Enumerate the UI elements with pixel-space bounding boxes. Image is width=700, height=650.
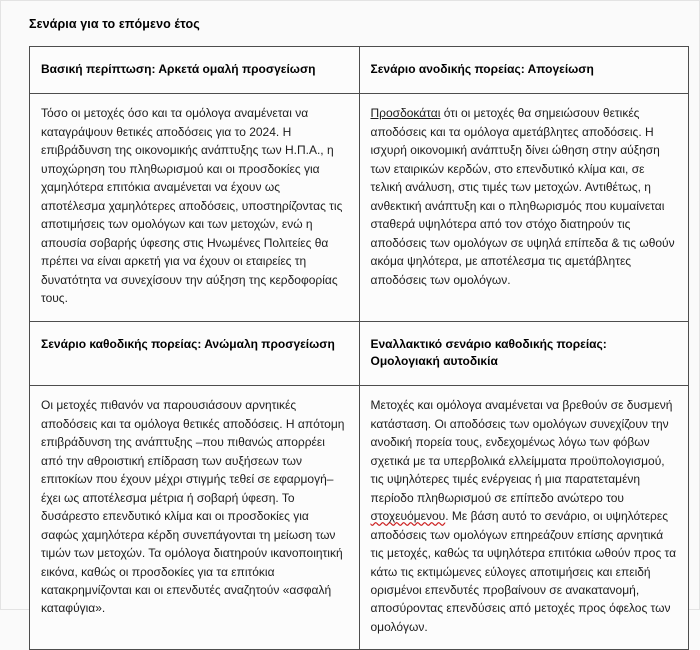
body-downside-scenario — [30, 386, 360, 650]
header-base-case: Βασική περίπτωση: Αρκετά ομαλή προσγείωση — [30, 47, 360, 94]
body-alt-downside-text-pre: Μετοχές και ομόλογα αναμένεται να βρεθούν σε δυσμενή κατάσταση. Οι αποδόσεις των ομολόγων συνεχίζουν την ανοδική πορεία τους, ενδεχομένως λόγω των φόβων σχετικά με τα υπερβολικά ελλείμματα προϋπολογισμού, τις υψηλότερες τιμές ενέργειας ή μια παρατεταμένη περίοδο πληθωρισμού σε επίπεδο ανώτερο του — [370, 398, 673, 505]
body-alt-downside-scenario — [359, 386, 689, 650]
scenario-table — [29, 46, 689, 650]
body-upside-scenario — [359, 94, 689, 321]
body-alt-downside-text-post: . Με βάση αυτό το σενάριο, οι υψηλότερες αποδόσεις των ομολόγων επηρεάζουν επίσης αρνητικά τις μετοχές, καθώς τα υψηλότερα επιτόκια ωθούν προς τα κάτω τις εκτιμώμενες εύλογες αποτιμήσεις και επειδή ορισμένοι επενδυτές προβαίνουν σε ανακατανομή, αποσύροντας επενδύσεις από μετοχές προς όφελος των ομολόγων. — [370, 509, 677, 634]
body-base-case — [30, 94, 360, 321]
body-alt-downside-spellcheck-word: στοχευόμενου — [370, 509, 446, 524]
body-base-case-text: Τόσο οι μετοχές όσο και τα ομόλογα αναμένεται να καταγράψουν θετικές αποδόσεις για το 2024. Η επιβράδυνση της οικονομικής ανάπτυξης των Η.Π.Α., η υποχώρηση του πληθωρισμού και οι προσδοκίες για χαμηλότερα επιτόκια αναμένεται να έχουν ως αποτέλεσμα χαμηλότερες αποδόσεις, υποστηρίζοντας τις αποτιμήσεις των ομολόγων και των μετοχών, ενώ η απουσία σοβαρής ύφεσης στις Ηνωμένες Πολιτείες θα πρέπει να είναι αρκετή για να έχουν οι εταιρείες τη δυνατότητα να συνεχίσουν την αύξηση της κερδοφορίας τους. — [41, 106, 343, 306]
page-title: Σενάρια για το επόμενο έτος — [29, 17, 200, 31]
table-row-body-bottom — [30, 386, 689, 650]
header-alt-downside-scenario: Εναλλακτικό σενάριο καθοδικής πορείας: Ομολογιακή αυτοδικία — [359, 321, 689, 386]
body-downside-text: Οι μετοχές πιθανόν να παρουσιάσουν αρνητικές αποδόσεις και τα ομόλογα θετικές αποδόσεις. Η απότομη επιβράδυνση της ανάπτυξης –που πιθανώς απορρέει από την αθροιστική επίδραση των αυξήσεων των επιτοκίων που έχουν μέχρι στιγμής τεθεί σε εφαρμογή– έχει ως αποτέλεσμα μέτρια ή σοβαρή ύφεση. Το δυσάρεστο επενδυτικό κλίμα και οι προσδοκίες για σαφώς χαμηλότερα κέρδη συνεπάγονται τη μείωση των τιμών των μετοχών. Τα ομόλογα διατηρούν ικανοποιητική εικόνα, καθώς οι προσδοκίες για τα επιτόκια κατακρημνίζονται και οι επενδυτές αναζητούν «ασφαλή καταφύγια». — [41, 398, 345, 616]
header-downside-scenario: Σενάριο καθοδικής πορείας: Ανώμαλη προσγείωση — [30, 321, 360, 386]
table-row-headers-bottom — [30, 321, 689, 386]
table-row-headers-top — [30, 47, 689, 94]
table-row-body-top — [30, 94, 689, 321]
body-upside-underlined-word: Προσδοκάται — [370, 106, 441, 121]
header-upside-scenario: Σενάριο ανοδικής πορείας: Απογείωση — [359, 47, 689, 94]
document-page — [1, 1, 699, 650]
body-upside-text: ότι οι μετοχές θα σημειώσουν θετικές αποδόσεις και τα ομόλογα αμετάβλητες αποδόσεις. Η ισχυρή οικονομική ανάπτυξη δίνει ώθηση στην αύξηση των εταιρικών κερδών, στο επενδυτικό κλίμα και, σε τελική ανάλυση, στις τιμές των μετοχών. Αντιθέτως, η ανθεκτική ανάπτυξη και ο πληθωρισμός που κυμαίνεται σταθερά υψηλότερα από τον στόχο διατηρούν τις αποδόσεις των ομολόγων σε υψηλά επίπεδα & τις ωθούν ακόμα ψηλότερα, με αποτέλεσμα τις αμετάβλητες αποδόσεις των ομολόγων. — [370, 106, 675, 287]
